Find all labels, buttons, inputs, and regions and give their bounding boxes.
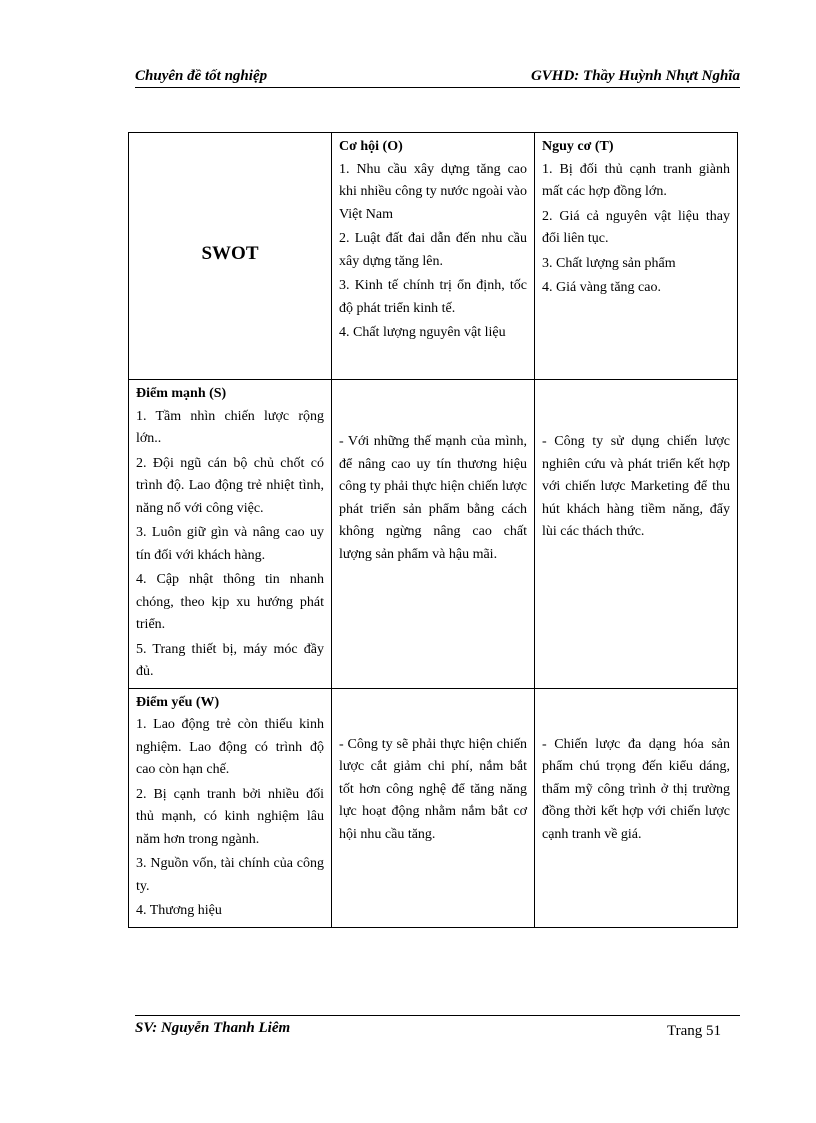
wt-strategy-cell — [535, 688, 738, 927]
weakness-item: 2. Bị cạnh tranh bởi nhiều đối thủ mạnh, có kinh nghiệm lâu năm hơn trong ngành. — [136, 786, 324, 847]
footer-student: SV: Nguyễn Thanh Liêm — [135, 1020, 291, 1036]
threat-item: 1. Bị đối thủ cạnh tranh giành mất các hợp đồng lớn. — [542, 161, 730, 199]
swot-title: SWOT — [201, 243, 259, 265]
strengths-cell — [129, 380, 332, 689]
strengths-title: Điểm mạnh (S) — [136, 386, 227, 401]
header-document-type: Chuyên đề tốt nghiệp — [135, 68, 268, 84]
opportunity-item: 2. Luật đất đai dẫn đến nhu cầu xây dựng tăng lên. — [339, 231, 527, 269]
so-strategy-cell — [332, 380, 535, 689]
threat-item: 2. Giá cả nguyên vật liệu thay đổi liên tục. — [542, 208, 730, 246]
strength-item: 3. Luôn giữ gìn và nâng cao uy tín đối với khách hàng. — [136, 525, 324, 563]
swot-row-header — [129, 133, 738, 380]
footer-divider — [135, 1015, 740, 1016]
page-number: Trang 51 — [667, 1023, 722, 1039]
weaknesses-title: Điểm yếu (W) — [136, 694, 220, 710]
opportunity-item: 3. Kinh tế chính trị ổn định, tốc độ phát triển kinh tế. — [339, 278, 527, 316]
threat-item: 4. Giá vàng tăng cao. — [542, 280, 661, 295]
wo-strategy-cell — [332, 688, 535, 927]
opportunities-cell — [332, 133, 535, 380]
threats-cell — [535, 133, 738, 380]
swot-table — [128, 132, 738, 928]
opportunity-item: 1. Nhu cầu xây dựng tăng cao khi nhiều công ty nước ngoài vào Việt Nam — [339, 161, 527, 222]
swot-row-weaknesses — [129, 688, 738, 927]
swot-label-cell — [129, 133, 332, 380]
strength-item: 5. Trang thiết bị, máy móc đầy đủ. — [136, 641, 324, 679]
strength-item: 1. Tầm nhìn chiến lược rộng lớn.. — [136, 408, 324, 446]
weakness-item: 3. Nguồn vốn, tài chính của công ty. — [136, 856, 324, 894]
wo-strategy-text: - Công ty sẽ phải thực hiện chiến lược cắt giảm chi phí, nắm bắt tốt hơn công nghệ để tăng năng lực hoạt động nhằm nắm bắt cơ hội nhu cầu tăng. — [339, 736, 527, 842]
weakness-item: 4. Thương hiệu — [136, 903, 222, 918]
so-strategy-text: - Với những thế mạnh của mình, để nâng cao uy tín thương hiệu công ty phải thực hiện chiến lược phát triển sản phẩm bằng cách không ngừng nâng cao chất lượng sản phẩm và hậu mãi. — [339, 434, 527, 562]
st-strategy-text: - Công ty sử dụng chiến lược nghiên cứu và phát triển kết hợp với chiến lược Marketing để thu hút khách hàng tiềm năng, đẩy lùi các thách thức. — [542, 434, 730, 539]
weakness-item: 1. Lao động trẻ còn thiếu kinh nghiệm. Lao động có trình độ cao còn hạn chế. — [136, 717, 324, 777]
strength-item: 2. Đội ngũ cán bộ chủ chốt có trình độ. Lao động trẻ nhiệt tình, năng nổ với công việc. — [136, 455, 324, 516]
threat-item: 3. Chất lượng sản phẩm — [542, 255, 676, 271]
st-strategy-cell — [535, 380, 738, 689]
header-advisor: GVHD: Thầy Huỳnh Nhựt Nghĩa — [530, 68, 740, 84]
wt-strategy-text: - Chiến lược đa dạng hóa sản phẩm chú trọng đến kiểu dáng, thẩm mỹ công trình ở thị trường đồng thời kết hợp với chiến lược cạnh tranh về giá. — [542, 736, 730, 842]
swot-row-strengths — [129, 380, 738, 689]
opportunities-title: Cơ hội (O) — [339, 139, 403, 154]
weaknesses-cell — [129, 688, 332, 927]
threats-title: Nguy cơ (T) — [542, 139, 614, 154]
opportunity-item: 4. Chất lượng nguyên vật liệu — [339, 325, 506, 340]
page-header — [135, 66, 740, 88]
strength-item: 4. Cập nhật thông tin nhanh chóng, theo kịp xu hướng phát triển. — [136, 572, 324, 632]
